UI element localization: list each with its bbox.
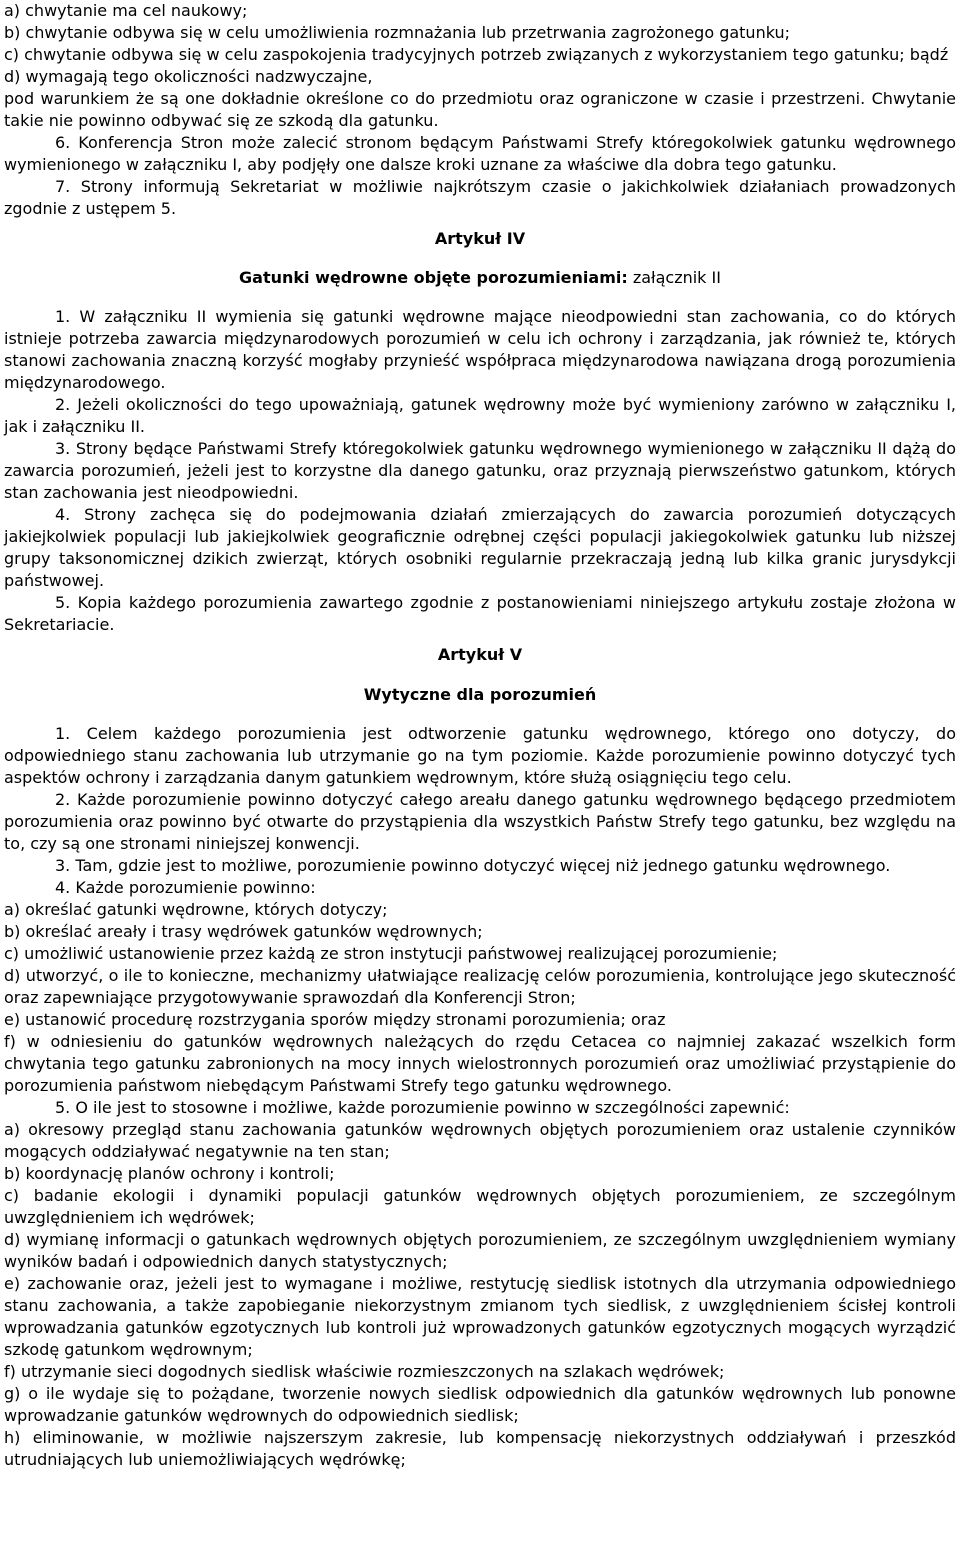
list-item-b: b) chwytanie odbywa się w celu umożliwienia rozmnażania lub przetrwania zagrożonego gatunku; xyxy=(4,23,791,42)
article-4-heading: Artykuł IV xyxy=(434,229,526,248)
list4-item-e: e) ustanowić procedurę rozstrzygania sporów między stronami porozumienia; oraz xyxy=(4,1010,666,1029)
list5-item-a: a) okresowy przegląd stanu zachowania gatunków wędrownych objętych porozumieniem oraz ustalenie czynników mogących oddziaływać negatywnie na ten stan; xyxy=(4,1120,956,1161)
article-4-paragraph-4: 4. Strony zachęca się do podejmowania działań zmierzających do zawarcia porozumień dotyczących jakiejkolwiek populacji lub jakiejkolwiek geograficznie odrębnej części populacji jakiegokolwiek gatunku lub niższej grupy taksonomicznej dzikich zwierząt, których osobniki regularnie przekraczają jedną lub kilka granic jurysdykcji państwowej. xyxy=(4,505,956,590)
list4-item-a: a) określać gatunki wędrowne, których dotyczy; xyxy=(4,900,388,919)
article-5-paragraph-5: 5. O ile jest to stosowne i możliwe, każde porozumienie powinno w szczególności zapewnić: xyxy=(55,1098,790,1117)
article-4-title-bold: Gatunki wędrowne objęte porozumieniami: xyxy=(239,268,628,287)
list4-item-b: b) określać areały i trasy wędrówek gatunków wędrownych; xyxy=(4,922,483,941)
paragraph-6: 6. Konferencja Stron może zalecić stronom będącym Państwami Strefy któregokolwiek gatunku wędrownego wymienionego w załączniku I, aby podjęły one dalsze kroki uznane za właściwe dla dobra tego gatunku. xyxy=(4,133,956,174)
list5-item-h: h) eliminowanie, w możliwie najszerszym zakresie, lub kompensację niekorzystnych oddziaływań i przeszkód utrudniających lub uniemożliwiających wędrówkę; xyxy=(4,1428,956,1469)
condition-paragraph: pod warunkiem że są one dokładnie określone co do przedmiotu oraz ograniczone w czasie i przestrzeni. Chwytanie takie nie powinno odbywać się ze szkodą dla gatunku. xyxy=(4,89,956,130)
article-5-heading: Artykuł V xyxy=(437,645,523,664)
list-item-c: c) chwytanie odbywa się w celu zaspokojenia tradycyjnych potrzeb związanych z wykorzystaniem tego gatunku; bądź xyxy=(4,45,949,64)
list4-item-f: f) w odniesieniu do gatunków wędrownych należących do rzędu Cetacea co najmniej zakazać wszelkich form chwytania tego gatunku zabronionych na mocy innych wielostronnych porozumień oraz umożliwiać przystąpienie do porozumienia państwom niebędącym Państwami Strefy tego gatunku wędrownego. xyxy=(4,1032,956,1095)
article-4-paragraph-2: 2. Jeżeli okoliczności do tego upoważniają, gatunek wędrowny może być wymieniony zarówno w załączniku I, jak i załączniku II. xyxy=(4,395,956,436)
paragraph-7: 7. Strony informują Sekretariat w możliwie najkrótszym czasie o jakichkolwiek działaniach prowadzonych zgodnie z ustępem 5. xyxy=(4,177,956,218)
list5-item-d: d) wymianę informacji o gatunkach wędrownych objętych porozumieniem, ze szczególnym uwzględnieniem wymiany wyników badań i odpowiednich danych statystycznych; xyxy=(4,1230,956,1271)
article-5-paragraph-2: 2. Każde porozumienie powinno dotyczyć całego areału danego gatunku wędrownego będącego przedmiotem porozumienia oraz powinno być otwarte do przystąpienia dla wszystkich Państw Strefy tego gatunku, bez względu na to, czy są one stronami niniejszej konwencji. xyxy=(4,790,956,853)
list5-item-e: e) zachowanie oraz, jeżeli jest to wymagane i możliwe, restytucję siedlisk istotnych dla utrzymania odpowiedniego stanu zachowania, a także zapobieganie niekorzystnym zmianom tych siedlisk, z uwzględnieniem ścisłej kontroli wprowadzania gatunków egzotycznych lub kontroli już wprowadzonych gatunków egzotycznych mogących wyrządzić szkodę gatunkom wędrownym; xyxy=(4,1274,956,1359)
list5-item-f: f) utrzymanie sieci dogodnych siedlisk właściwie rozmieszczonych na szlakach wędrówek; xyxy=(4,1362,725,1381)
article-4-paragraph-5: 5. Kopia każdego porozumienia zawartego zgodnie z postanowieniami niniejszego artykułu zostaje złożona w Sekretariacie. xyxy=(4,593,956,634)
list-item-d: d) wymagają tego okoliczności nadzwyczajne, xyxy=(4,67,373,86)
list-item-a: a) chwytanie ma cel naukowy; xyxy=(4,1,248,20)
article-5-title: Wytyczne dla porozumień xyxy=(363,685,597,704)
article-4-paragraph-1: 1. W załączniku II wymienia się gatunki wędrowne mające nieodpowiedni stan zachowania, co do których istnieje potrzeba zawarcia międzynarodowych porozumień w celu ich ochrony i zarządzania, jak również te, których stanowi zachowania znaczną korzyść mogłaby przynieść współpraca międzynarodowa nawiązana drogą porozumienia międzynarodowego. xyxy=(4,307,956,392)
article-4-paragraph-3: 3. Strony będące Państwami Strefy któregokolwiek gatunku wędrownego wymienionego w załączniku II dążą do zawarcia porozumień, jeżeli jest to korzystne dla danego gatunku, oraz przyznają pierwszeństwo gatunkom, których stan zachowania jest nieodpowiedni. xyxy=(4,439,956,502)
article-5-paragraph-4: 4. Każde porozumienie powinno: xyxy=(55,878,316,897)
list5-item-c: c) badanie ekologii i dynamiki populacji gatunków wędrownych objętych porozumieniem, ze szczególnym uwzględnieniem ich wędrówek; xyxy=(4,1186,956,1227)
list5-item-g: g) o ile wydaje się to pożądane, tworzenie nowych siedlisk odpowiednich dla gatunków wędrownych lub ponowne wprowadzanie gatunków wędrownych do odpowiednich siedlisk; xyxy=(4,1384,956,1425)
article-5-paragraph-3: 3. Tam, gdzie jest to możliwe, porozumienie powinno dotyczyć więcej niż jednego gatunku wędrownego. xyxy=(55,856,891,875)
list5-item-b: b) koordynację planów ochrony i kontroli; xyxy=(4,1164,335,1183)
list4-item-c: c) umożliwić ustanowienie przez każdą ze stron instytucji państwowej realizującej porozumienie; xyxy=(4,944,778,963)
list4-item-d: d) utworzyć, o ile to konieczne, mechanizmy ułatwiające realizację celów porozumienia, kontrolujące jego skuteczność oraz zapewniające przygotowywanie sprawozdań dla Konferencji Stron; xyxy=(4,966,956,1007)
article-4-title-annex: załącznik II xyxy=(627,268,721,287)
article-4-title xyxy=(4,267,956,289)
article-5-paragraph-1: 1. Celem każdego porozumienia jest odtworzenie gatunku wędrownego, którego ono dotyczy, do odpowiedniego stanu zachowania lub utrzymanie go na tym poziomie. Każde porozumienie powinno dotyczyć tych aspektów ochrony i zarządzania danym gatunkiem wędrownym, które służą osiągnięciu tego celu. xyxy=(4,724,956,787)
